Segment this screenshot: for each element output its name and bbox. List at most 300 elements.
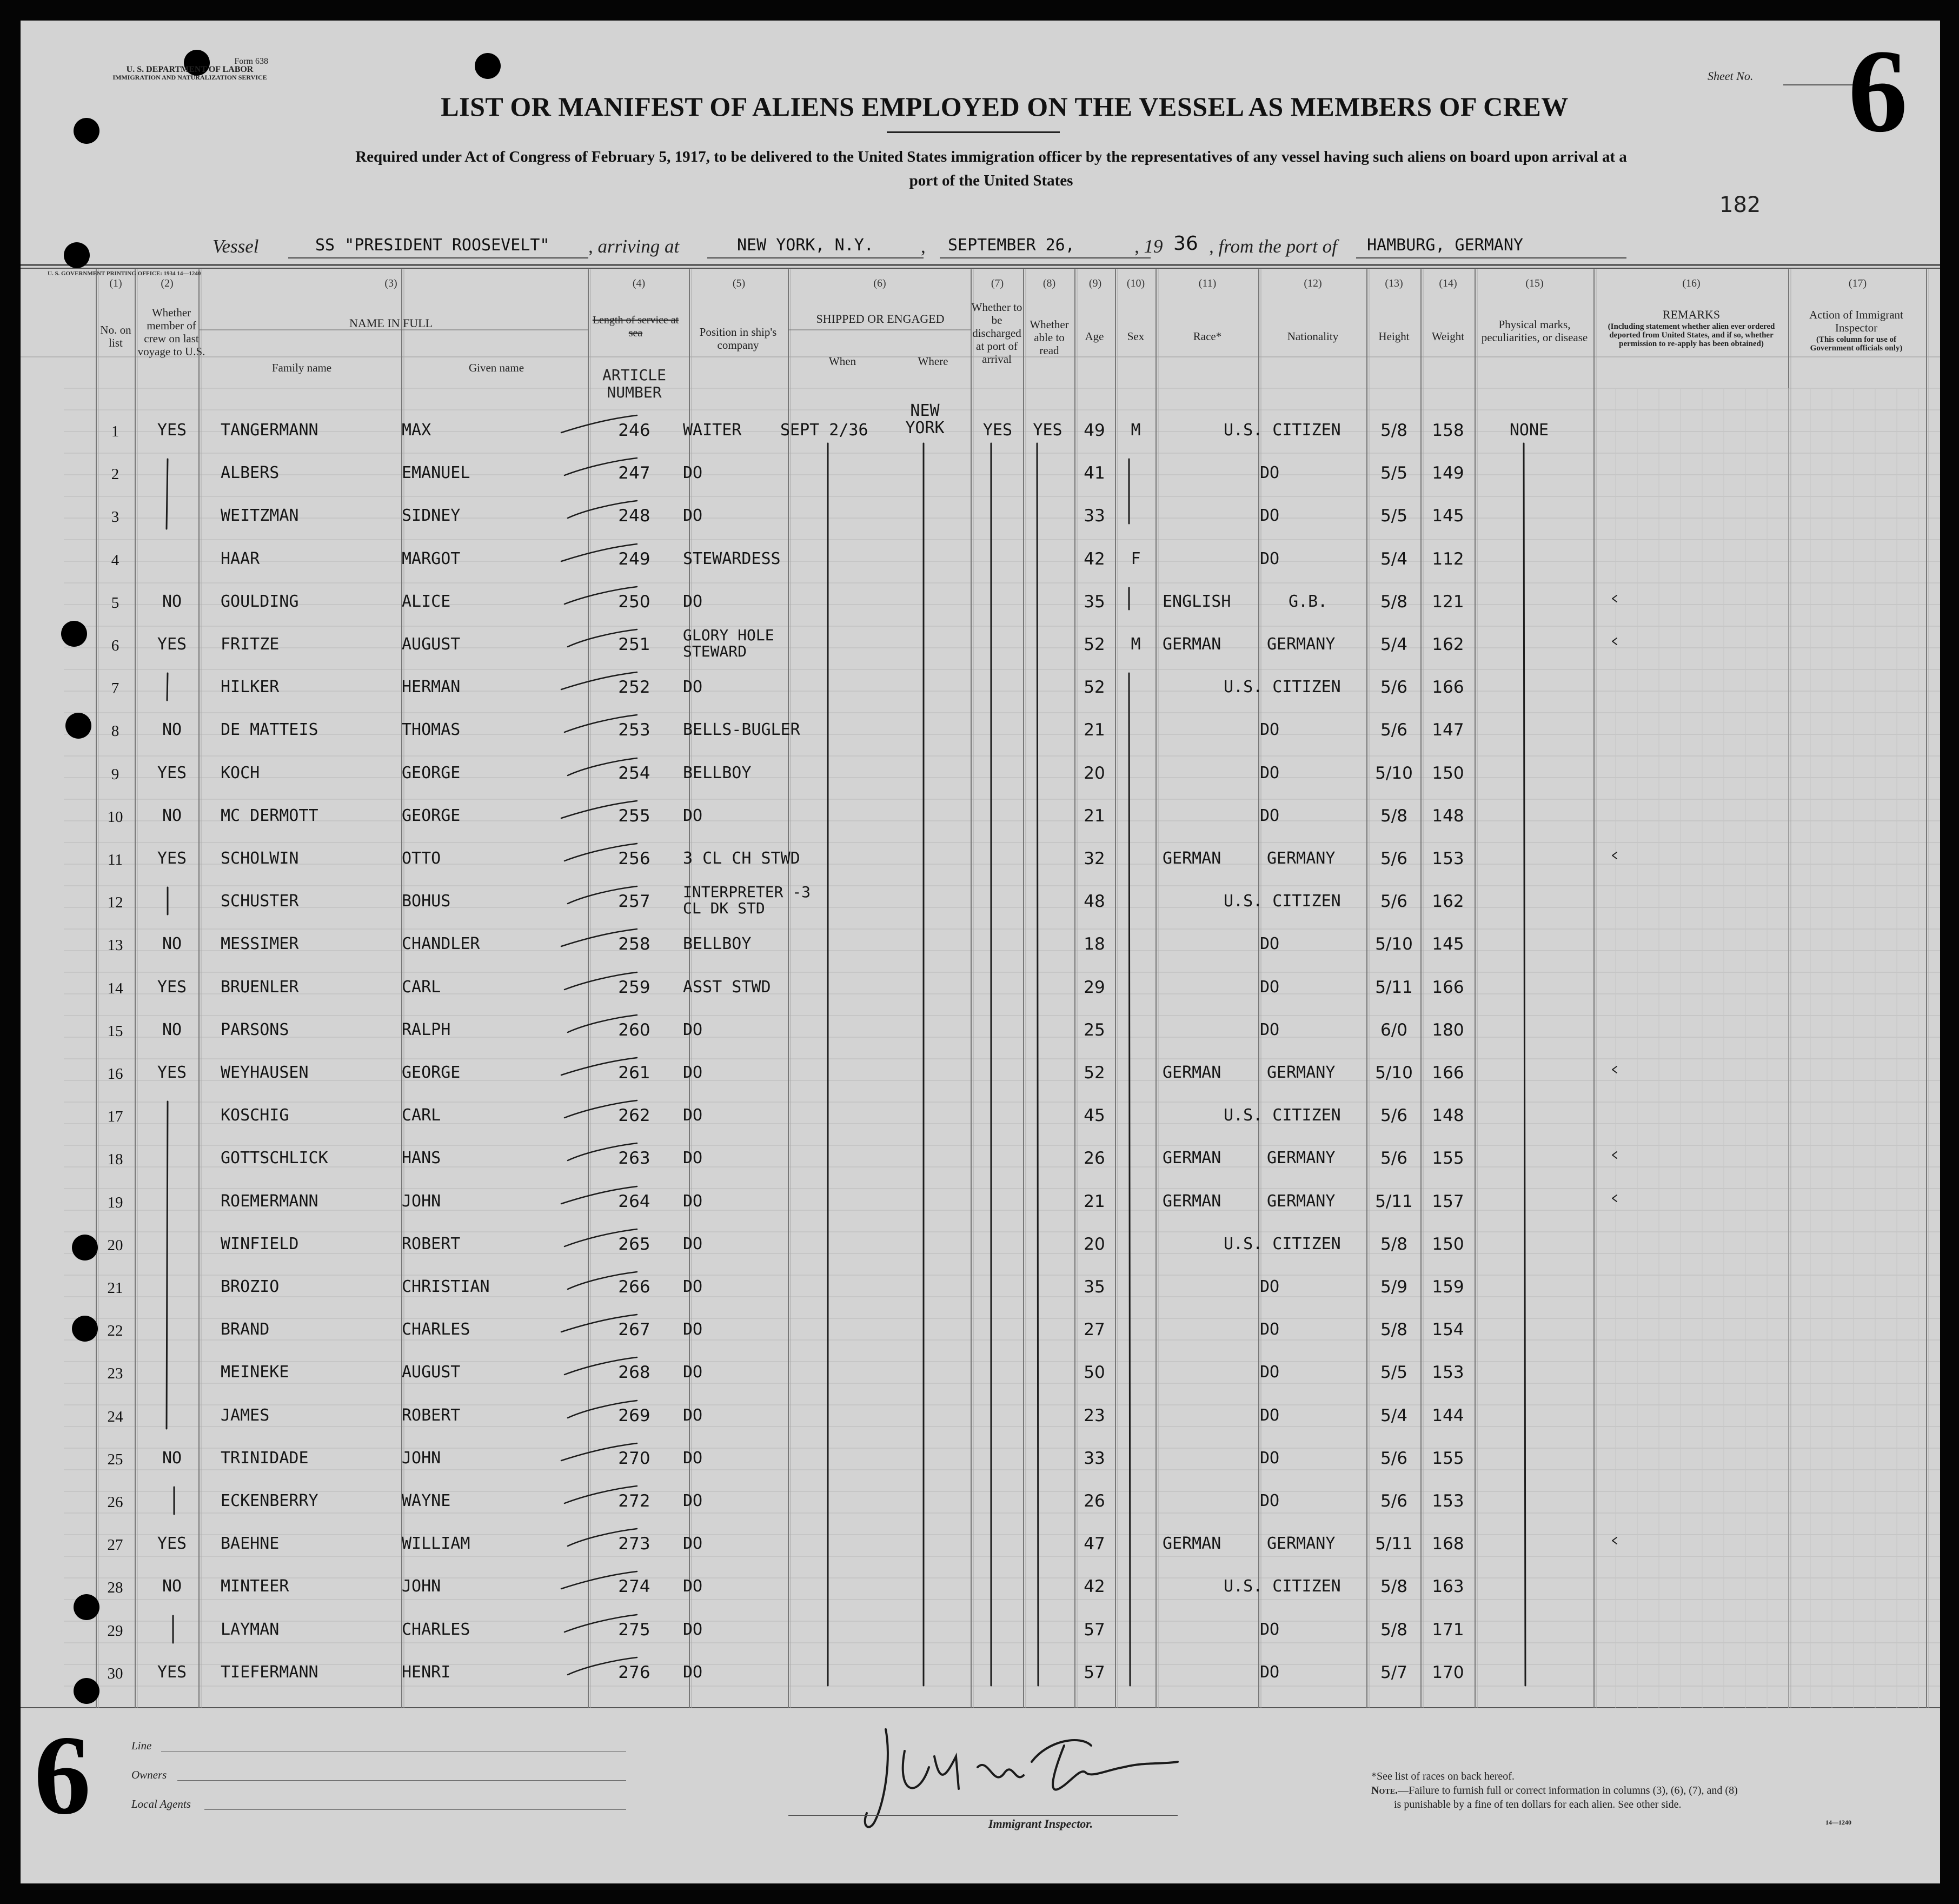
given-name-cell: RALPH bbox=[402, 1020, 451, 1039]
ditto-mark bbox=[565, 1100, 637, 1118]
weight-cell: 166 bbox=[1432, 1063, 1464, 1083]
ditto-mark bbox=[568, 501, 637, 518]
ditto-mark bbox=[568, 1529, 637, 1546]
penalty-note-line-2: is punishable by a fine of ten dollars for each alien. See other side. bbox=[1394, 1799, 1682, 1810]
position-cell: DO bbox=[683, 1363, 703, 1382]
family-name-cell: SCHUSTER bbox=[221, 892, 299, 911]
given-name-cell: JOHN bbox=[402, 1577, 441, 1596]
header-height: Height bbox=[1378, 330, 1410, 343]
weight-cell: 112 bbox=[1432, 549, 1464, 569]
article-number-cell: 267 bbox=[618, 1320, 650, 1339]
family-name-cell: PARSONS bbox=[221, 1020, 289, 1039]
age-cell: 35 bbox=[1084, 1277, 1105, 1297]
list-number: 15 bbox=[107, 1023, 123, 1040]
given-name-cell: OTTO bbox=[402, 849, 441, 868]
age-cell: 27 bbox=[1084, 1320, 1105, 1339]
age-cell: 20 bbox=[1084, 1235, 1105, 1254]
weight-cell: 155 bbox=[1432, 1449, 1464, 1468]
printing-office-note: U. S. GOVERNMENT PRINTING OFFICE: 1934 14—1240 bbox=[48, 270, 201, 277]
family-name-cell: MINTEER bbox=[221, 1577, 289, 1596]
age-cell: 57 bbox=[1084, 1620, 1105, 1640]
height-cell: 5/11 bbox=[1375, 1534, 1413, 1554]
age-cell: 41 bbox=[1084, 463, 1105, 483]
sex-cell: M bbox=[1131, 635, 1141, 654]
height-cell: 5/8 bbox=[1380, 1320, 1407, 1339]
family-name-cell: WEYHAUSEN bbox=[221, 1063, 309, 1082]
family-name-cell: ROEMERMANN bbox=[221, 1192, 318, 1211]
race-cell: DO bbox=[1259, 1363, 1280, 1382]
position-cell: BELLBOY bbox=[683, 764, 752, 782]
article-number-cell: 249 bbox=[618, 549, 650, 569]
list-number: 22 bbox=[107, 1322, 123, 1339]
race-cell: DO bbox=[1259, 1449, 1280, 1468]
sex-cell: F bbox=[1131, 549, 1141, 568]
height-cell: 5/4 bbox=[1380, 549, 1407, 569]
family-name-cell: HAAR bbox=[221, 549, 260, 568]
form-number: Form 638 bbox=[234, 57, 268, 66]
races-note: *See list of races on back hereof. bbox=[1371, 1770, 1515, 1782]
article-number-cell: 264 bbox=[618, 1192, 650, 1211]
ditto-mark bbox=[1129, 673, 1130, 1686]
given-name-cell: GEORGE bbox=[402, 806, 461, 825]
family-name-cell: SCHOLWIN bbox=[221, 849, 299, 868]
weight-cell: 168 bbox=[1432, 1534, 1464, 1554]
age-cell: 25 bbox=[1084, 1020, 1105, 1040]
weight-cell: 162 bbox=[1432, 892, 1464, 911]
age-cell: 52 bbox=[1084, 678, 1105, 697]
weight-cell: 153 bbox=[1432, 849, 1464, 868]
crew-last-voyage-cell: YES bbox=[157, 421, 187, 440]
height-cell: 5/7 bbox=[1380, 1663, 1407, 1682]
given-name-cell: MAX bbox=[402, 421, 431, 440]
height-cell: 5/9 bbox=[1380, 1277, 1407, 1297]
race-cell: GERMAN bbox=[1163, 1063, 1221, 1082]
article-number-cell: 270 bbox=[618, 1449, 650, 1468]
column-number: (11) bbox=[1198, 277, 1217, 289]
list-number: 23 bbox=[107, 1365, 123, 1382]
ditto-mark bbox=[561, 1315, 637, 1332]
position-cell: DO bbox=[683, 806, 703, 825]
header-no-on-list: No. on list bbox=[100, 323, 131, 349]
list-number: 4 bbox=[111, 552, 119, 569]
list-number: 30 bbox=[107, 1665, 123, 1682]
position-cell: DO bbox=[683, 1534, 703, 1553]
penalty-note-line-1 bbox=[1371, 1784, 1738, 1797]
note-label: Note. bbox=[1371, 1784, 1398, 1796]
column-number: (16) bbox=[1682, 277, 1701, 289]
given-name-cell: CHRISTIAN bbox=[402, 1277, 490, 1296]
given-name-cell: WILLIAM bbox=[402, 1534, 470, 1553]
position-cell: INTERPRETER -3 CL DK STD bbox=[683, 883, 811, 917]
family-name-cell: DE MATTEIS bbox=[221, 720, 318, 739]
weight-cell: 170 bbox=[1432, 1663, 1464, 1682]
ditto-mark bbox=[561, 1571, 637, 1589]
article-number-cell: 269 bbox=[618, 1406, 650, 1425]
year-prefix: , 19 bbox=[1134, 236, 1163, 257]
height-cell: 5/4 bbox=[1380, 1406, 1407, 1425]
position-cell: DO bbox=[683, 1277, 703, 1296]
height-cell: 5/11 bbox=[1375, 978, 1413, 997]
age-cell: 20 bbox=[1084, 764, 1105, 783]
list-number: 26 bbox=[107, 1494, 123, 1511]
list-number: 11 bbox=[108, 851, 123, 868]
position-cell: DO bbox=[683, 678, 703, 696]
height-cell: 5/8 bbox=[1380, 806, 1407, 826]
column-number: (14) bbox=[1439, 277, 1457, 289]
arrival-port: NEW YORK, N.Y. bbox=[737, 236, 874, 255]
height-cell: 5/6 bbox=[1380, 678, 1407, 697]
position-cell: WAITER bbox=[683, 421, 742, 440]
race-cell: DO bbox=[1259, 806, 1280, 825]
given-name-cell: ROBERT bbox=[402, 1235, 461, 1253]
weight-cell: 148 bbox=[1432, 806, 1464, 826]
family-name-cell: MEINEKE bbox=[221, 1363, 289, 1382]
list-number: 28 bbox=[107, 1579, 123, 1596]
race-cell: DO bbox=[1259, 934, 1280, 953]
arriving-label: , arriving at bbox=[588, 236, 680, 257]
article-number-cell: 258 bbox=[618, 934, 650, 954]
header-position: Position in ship's company bbox=[699, 326, 777, 351]
note-text-1: —Failure to furnish full or correct information in columns (3), (6), (7), and (8) bbox=[1398, 1784, 1738, 1796]
ditto-mark bbox=[1612, 1537, 1617, 1544]
header-remarks-note: (Including statement whether alien ever ordered deported from United States, and if so, whether permission to re-apply has been obtained) bbox=[1608, 322, 1775, 348]
family-name-cell: TIEFERMANN bbox=[221, 1663, 318, 1682]
race-cell: U.S. CITIZEN bbox=[1224, 1577, 1341, 1596]
service-name: IMMIGRATION AND NATURALIZATION SERVICE bbox=[112, 74, 267, 81]
subtitle-line-1: Required under Act of Congress of February 5, 1917, to be delivered to the United States immigration officer by the representatives of any vessel having such aliens on board upon arrival at a bbox=[355, 148, 1627, 165]
height-cell: 5/4 bbox=[1380, 635, 1407, 654]
header-inspector-note: (This column for use of Government officials only) bbox=[1810, 335, 1903, 353]
header-discharged: Whether to be discharged at port of arrival bbox=[971, 301, 1022, 366]
weight-cell: 155 bbox=[1432, 1149, 1464, 1168]
weight-cell: 166 bbox=[1432, 978, 1464, 997]
family-name-cell: BRUENLER bbox=[221, 978, 299, 997]
ditto-mark bbox=[568, 758, 637, 775]
list-number: 12 bbox=[107, 894, 123, 911]
nationality-cell: GERMANY bbox=[1267, 635, 1336, 654]
weight-cell: 145 bbox=[1432, 934, 1464, 954]
weight-cell: 163 bbox=[1432, 1577, 1464, 1596]
given-name-cell: MARGOT bbox=[402, 549, 461, 568]
height-cell: 5/8 bbox=[1380, 1620, 1407, 1640]
footer-sheet-number: 6 bbox=[34, 1713, 91, 1838]
nationality-cell: GERMANY bbox=[1267, 1063, 1336, 1082]
race-cell: DO bbox=[1259, 1406, 1280, 1425]
ditto-mark bbox=[568, 1015, 637, 1032]
crew-last-voyage-cell: NO bbox=[162, 806, 182, 825]
age-cell: 32 bbox=[1084, 849, 1105, 868]
column-number: (4) bbox=[632, 277, 646, 289]
position-cell: BELLBOY bbox=[683, 934, 752, 953]
weight-cell: 162 bbox=[1432, 635, 1464, 654]
sheet-number: 6 bbox=[1848, 25, 1908, 157]
race-cell: DO bbox=[1259, 1491, 1280, 1510]
weight-cell: 171 bbox=[1432, 1620, 1464, 1640]
weight-cell: 153 bbox=[1432, 1363, 1464, 1382]
ditto-mark bbox=[561, 544, 637, 561]
article-number-cell: 273 bbox=[618, 1534, 650, 1554]
family-name-cell: MC DERMOTT bbox=[221, 806, 318, 825]
header-name-in-full: NAME IN FULL bbox=[349, 316, 433, 330]
article-number-cell: 266 bbox=[618, 1277, 650, 1297]
given-name-cell: JOHN bbox=[402, 1449, 441, 1468]
department-name: U. S. DEPARTMENT OF LABOR bbox=[126, 65, 254, 74]
list-number: 9 bbox=[111, 766, 119, 783]
height-cell: 5/6 bbox=[1380, 720, 1407, 740]
header-where: Where bbox=[918, 355, 948, 368]
article-number-cell: 250 bbox=[618, 592, 650, 612]
height-cell: 5/10 bbox=[1375, 934, 1413, 954]
list-number: 1 bbox=[111, 423, 119, 440]
height-cell: 6/0 bbox=[1380, 1020, 1407, 1040]
list-number: 24 bbox=[107, 1408, 123, 1425]
given-name-cell: HENRI bbox=[402, 1663, 451, 1682]
given-name-cell: SIDNEY bbox=[402, 506, 461, 525]
position-cell: DO bbox=[683, 1020, 703, 1039]
given-name-cell: ROBERT bbox=[402, 1406, 461, 1425]
handwritten-marks bbox=[21, 21, 1940, 1883]
race-cell: DO bbox=[1259, 1020, 1280, 1039]
position-cell: DO bbox=[683, 1320, 703, 1339]
weight-cell: 150 bbox=[1432, 764, 1464, 783]
ditto-mark bbox=[565, 715, 637, 732]
article-number-cell: 256 bbox=[618, 849, 650, 868]
list-number: 3 bbox=[111, 508, 119, 526]
header-remarks: REMARKS bbox=[1662, 308, 1721, 321]
race-cell: U.S. CITIZEN bbox=[1224, 421, 1341, 440]
article-number-cell: 247 bbox=[618, 463, 650, 483]
column-number: (3) bbox=[384, 277, 397, 289]
header-age: Age bbox=[1085, 330, 1104, 343]
age-cell: 50 bbox=[1084, 1363, 1105, 1382]
ditto-mark bbox=[1612, 1152, 1617, 1158]
from-port-label: , from the port of bbox=[1209, 236, 1337, 257]
family-name-cell: WEITZMAN bbox=[221, 506, 299, 525]
article-number-cell: 246 bbox=[618, 421, 650, 440]
height-cell: 5/10 bbox=[1375, 1063, 1413, 1083]
position-cell: 3 CL CH STWD bbox=[683, 849, 800, 868]
age-cell: 42 bbox=[1084, 1577, 1105, 1596]
family-name-cell: BRAND bbox=[221, 1320, 270, 1339]
list-number: 29 bbox=[107, 1622, 123, 1640]
position-cell: DO bbox=[683, 1406, 703, 1425]
nationality-cell: GERMANY bbox=[1267, 1534, 1336, 1553]
height-cell: 5/6 bbox=[1380, 1491, 1407, 1511]
ditto-mark bbox=[1612, 852, 1617, 859]
article-number-cell: 276 bbox=[618, 1663, 650, 1682]
arrival-date: SEPTEMBER 26, bbox=[948, 236, 1075, 255]
ditto-mark bbox=[1524, 443, 1525, 1686]
race-cell: U.S. CITIZEN bbox=[1224, 1106, 1341, 1125]
family-name-cell: LAYMAN bbox=[221, 1620, 280, 1639]
list-number: 20 bbox=[107, 1237, 123, 1254]
owners-rule bbox=[177, 1780, 626, 1781]
race-cell: DO bbox=[1259, 1620, 1280, 1639]
manifest-sheet bbox=[21, 21, 1940, 1883]
header-shipped-or-engaged: SHIPPED OR ENGAGED bbox=[816, 312, 945, 326]
given-name-cell: CARL bbox=[402, 978, 441, 997]
article-number-cell: 252 bbox=[618, 678, 650, 697]
weight-cell: 159 bbox=[1432, 1277, 1464, 1297]
given-name-cell: CARL bbox=[402, 1106, 441, 1125]
ditto-mark bbox=[565, 972, 637, 990]
article-number-cell: 253 bbox=[618, 720, 650, 740]
race-cell: DO bbox=[1259, 764, 1280, 782]
given-name-cell: CHANDLER bbox=[402, 934, 480, 953]
list-number: 7 bbox=[111, 680, 119, 697]
article-number-cell: 261 bbox=[618, 1063, 650, 1083]
age-cell: 29 bbox=[1084, 978, 1105, 997]
race-cell: DO bbox=[1259, 1663, 1280, 1682]
ditto-mark bbox=[1037, 443, 1038, 1686]
given-name-cell: AUGUST bbox=[402, 1363, 461, 1382]
position-cell: DO bbox=[683, 1235, 703, 1253]
article-number-cell: 262 bbox=[618, 1106, 650, 1125]
race-cell: DO bbox=[1259, 720, 1280, 739]
shipped-where-cell: NEW YORK bbox=[905, 401, 945, 437]
inspector-label: Immigrant Inspector. bbox=[988, 1817, 1093, 1830]
family-name-cell: MESSIMER bbox=[221, 934, 299, 953]
header-inspector-action: Action of Immigrant Inspector bbox=[1809, 308, 1903, 334]
ditto-mark bbox=[561, 929, 637, 946]
age-cell: 23 bbox=[1084, 1406, 1105, 1425]
height-cell: 5/6 bbox=[1380, 1149, 1407, 1168]
age-cell: 35 bbox=[1084, 592, 1105, 612]
weight-cell: 121 bbox=[1432, 592, 1464, 612]
column-number: (8) bbox=[1042, 277, 1056, 289]
ditto-mark bbox=[568, 1657, 637, 1675]
age-cell: 42 bbox=[1084, 549, 1105, 569]
list-number: 19 bbox=[107, 1194, 123, 1211]
line-rule bbox=[161, 1751, 626, 1752]
discharge-cell: YES bbox=[982, 421, 1013, 440]
crew-last-voyage-cell: YES bbox=[157, 1663, 187, 1682]
column-number: (17) bbox=[1848, 277, 1867, 289]
header-sex: Sex bbox=[1127, 330, 1145, 343]
given-name-cell: CHARLES bbox=[402, 1620, 470, 1639]
weight-cell: 150 bbox=[1432, 1235, 1464, 1254]
ditto-mark bbox=[568, 1401, 637, 1418]
family-name-cell: HILKER bbox=[221, 678, 280, 696]
list-number: 8 bbox=[111, 722, 119, 740]
article-number-cell: 259 bbox=[618, 978, 650, 997]
weight-cell: 148 bbox=[1432, 1106, 1464, 1125]
height-cell: 5/5 bbox=[1380, 1363, 1407, 1382]
height-cell: 5/8 bbox=[1380, 592, 1407, 612]
physical-marks-cell: NONE bbox=[1509, 421, 1549, 440]
ditto-mark bbox=[167, 1102, 168, 1429]
age-cell: 26 bbox=[1084, 1491, 1105, 1511]
age-cell: 26 bbox=[1084, 1149, 1105, 1168]
crew-last-voyage-cell: YES bbox=[157, 1063, 187, 1082]
list-number: 13 bbox=[107, 937, 123, 954]
departure-port: HAMBURG, GERMANY bbox=[1367, 236, 1523, 255]
race-cell: GERMAN bbox=[1163, 1192, 1221, 1211]
nationality-cell: GERMANY bbox=[1267, 1192, 1336, 1211]
height-cell: 5/6 bbox=[1380, 1106, 1407, 1125]
given-name-cell: WAYNE bbox=[402, 1491, 451, 1510]
column-number: (7) bbox=[991, 277, 1004, 289]
position-cell: DO bbox=[683, 1063, 703, 1082]
crew-last-voyage-cell: YES bbox=[157, 849, 187, 868]
race-cell: DO bbox=[1259, 549, 1280, 568]
column-number: (10) bbox=[1126, 277, 1145, 289]
given-name-cell: AUGUST bbox=[402, 635, 461, 654]
column-number: (12) bbox=[1304, 277, 1322, 289]
article-number-cell: 260 bbox=[618, 1020, 650, 1040]
article-number-cell: 255 bbox=[618, 806, 650, 826]
list-number: 10 bbox=[107, 808, 123, 826]
race-cell: GERMAN bbox=[1163, 1534, 1221, 1553]
weight-cell: 153 bbox=[1432, 1491, 1464, 1511]
race-cell: DO bbox=[1259, 1277, 1280, 1296]
position-cell: DO bbox=[683, 1491, 703, 1510]
age-cell: 47 bbox=[1084, 1534, 1105, 1554]
given-name-cell: CHARLES bbox=[402, 1320, 470, 1339]
height-cell: 5/6 bbox=[1380, 849, 1407, 868]
ditto-mark bbox=[561, 672, 637, 689]
ditto-mark bbox=[561, 415, 637, 433]
list-number: 27 bbox=[107, 1536, 123, 1554]
given-name-cell: HERMAN bbox=[402, 678, 461, 696]
weight-cell: 166 bbox=[1432, 678, 1464, 697]
age-cell: 21 bbox=[1084, 806, 1105, 826]
page-stamp: 182 bbox=[1719, 193, 1761, 217]
race-cell: ENGLISH bbox=[1163, 592, 1231, 611]
column-number: (13) bbox=[1385, 277, 1403, 289]
height-cell: 5/8 bbox=[1380, 1235, 1407, 1254]
age-cell: 52 bbox=[1084, 1063, 1105, 1083]
header-weight: Weight bbox=[1431, 330, 1465, 343]
article-number-cell: 248 bbox=[618, 506, 650, 526]
height-cell: 5/5 bbox=[1380, 463, 1407, 483]
header-race: Race* bbox=[1193, 330, 1222, 343]
nationality-cell: GERMANY bbox=[1267, 1149, 1336, 1167]
ditto-mark bbox=[568, 1272, 637, 1289]
weight-cell: 180 bbox=[1432, 1020, 1464, 1040]
column-number: (5) bbox=[732, 277, 746, 289]
ditto-mark bbox=[1612, 595, 1617, 602]
article-number-cell: 275 bbox=[618, 1620, 650, 1640]
weight-cell: 144 bbox=[1432, 1406, 1464, 1425]
list-number: 14 bbox=[107, 980, 123, 997]
article-number-cell: 263 bbox=[618, 1149, 650, 1168]
height-cell: 5/10 bbox=[1375, 764, 1413, 783]
article-number-cell: 268 bbox=[618, 1363, 650, 1382]
list-number: 5 bbox=[111, 594, 119, 612]
list-number: 21 bbox=[107, 1279, 123, 1297]
given-name-cell: HANS bbox=[402, 1149, 441, 1167]
crew-last-voyage-cell: NO bbox=[162, 1020, 182, 1039]
position-cell: DO bbox=[683, 1577, 703, 1596]
given-name-cell: GEORGE bbox=[402, 764, 461, 782]
age-cell: 57 bbox=[1084, 1663, 1105, 1682]
owners-label: Owners bbox=[131, 1768, 167, 1781]
height-cell: 5/8 bbox=[1380, 421, 1407, 440]
agents-rule bbox=[204, 1809, 626, 1810]
header-given-name: Given name bbox=[468, 361, 524, 374]
ditto-mark bbox=[565, 1357, 637, 1375]
list-number: 17 bbox=[107, 1108, 123, 1125]
family-name-cell: JAMES bbox=[221, 1406, 270, 1425]
sheet-no-label: Sheet No. bbox=[1708, 69, 1754, 83]
weight-cell: 154 bbox=[1432, 1320, 1464, 1339]
ditto-mark bbox=[568, 1143, 637, 1160]
ditto-mark bbox=[1612, 638, 1617, 645]
race-cell: DO bbox=[1259, 978, 1280, 997]
subtitle-line-2: port of the United States bbox=[909, 172, 1073, 189]
crew-last-voyage-cell: NO bbox=[162, 720, 182, 739]
